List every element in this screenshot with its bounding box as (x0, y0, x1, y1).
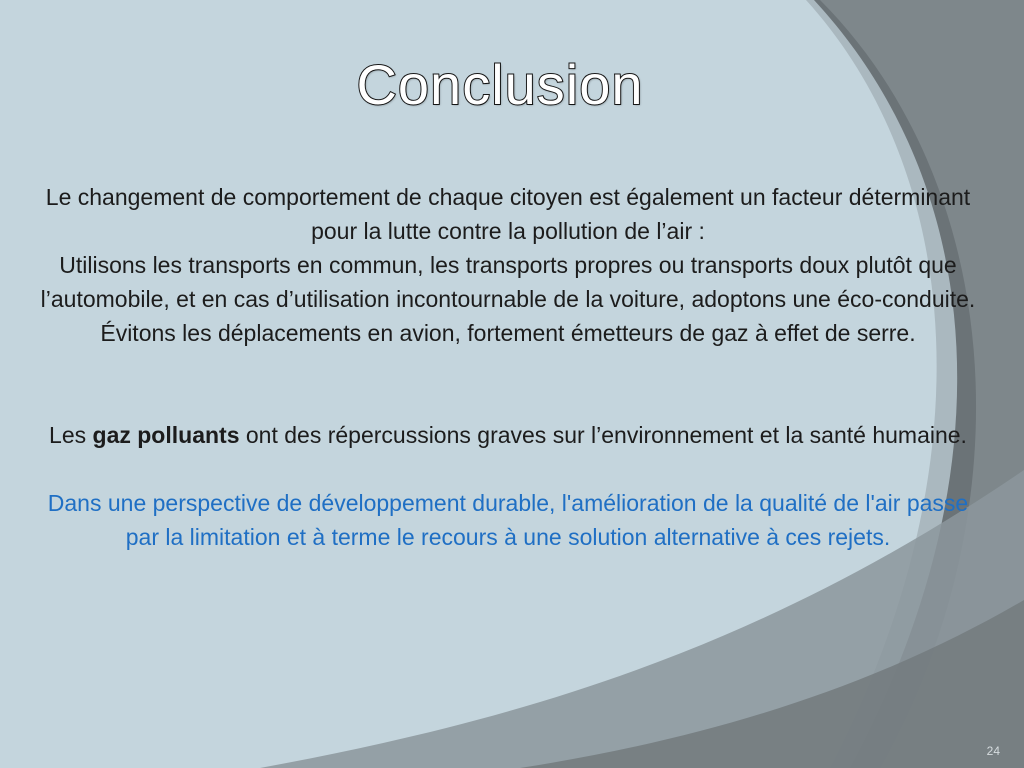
sustainability-paragraph: Dans une perspective de développement durable, l'amélioration de la qualité de l'air passe par la limitation et à terme le recours à une solution alternative à ces rejets. (47, 490, 969, 550)
slide-content (36, 180, 980, 554)
paragraph-line-1: Le changement de comportement de chaque citoyen est également un facteur déterminant pour la lutte contre la pollution de l’air : (45, 184, 971, 244)
slide-title: Conclusion (356, 53, 644, 116)
pollutants-prefix: Les (49, 422, 93, 448)
page-number: 24 (986, 744, 1000, 758)
pollutants-paragraph (36, 418, 980, 452)
pollutants-suffix: ont des répercussions graves sur l’environnement et la santé humaine. (239, 422, 967, 448)
paragraph-line-3: Évitons les déplacements en avion, fortement émetteurs de gaz à effet de serre. (100, 320, 916, 346)
paragraph-spacer (36, 350, 980, 418)
paragraph-spacer-small (36, 452, 980, 486)
pollutants-bold-term: gaz polluants (92, 422, 240, 448)
paragraph-line-2: Utilisons les transports en commun, les transports propres ou transports doux plutôt que l’automobile, et en cas d’utilisation incontournable de la voiture, adoptons une éco-conduite. (40, 252, 976, 312)
